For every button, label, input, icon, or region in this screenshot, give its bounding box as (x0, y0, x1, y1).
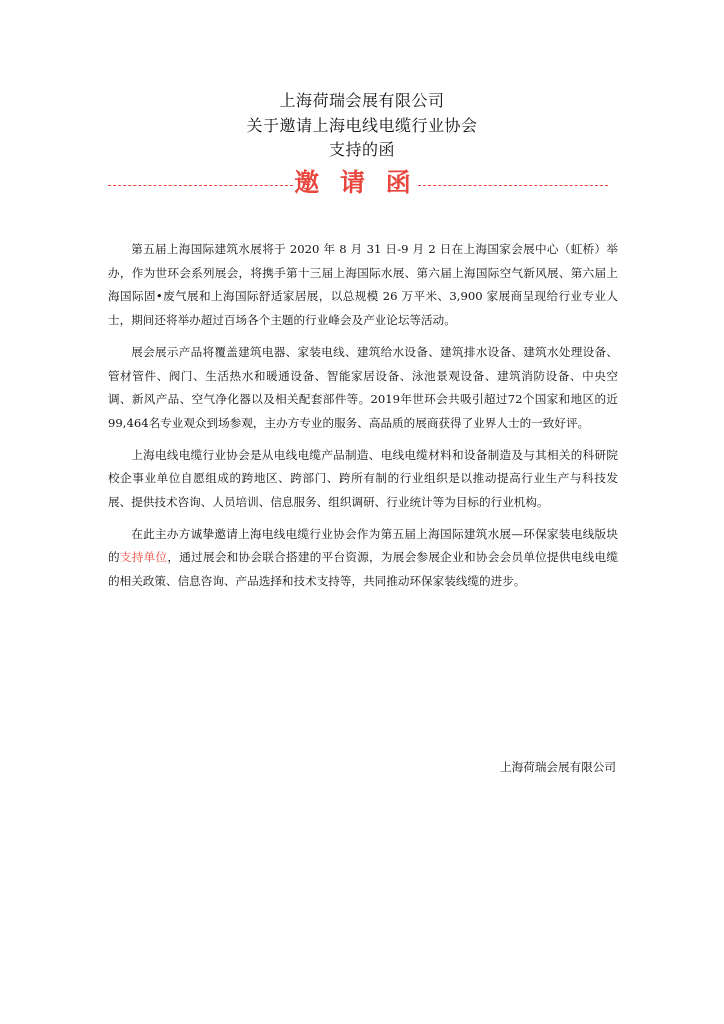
dashed-rule-right (418, 185, 608, 186)
support-unit-highlight: 支持单位 (119, 550, 168, 565)
letter-subject: 关于邀请上海电线电缆行业协会 (246, 116, 478, 135)
invitation-divider (108, 166, 608, 200)
letter-subject-line2: 支持的函 (328, 140, 395, 159)
paragraph-association-intro: 上海电线电缆行业协会是从电线电缆产品制造、电线电缆材料和设备制造及与其相关的科研院校企事业单位自愿组成的跨地区、跨部门、跨所有制的行业组织是以推动提高行业生产与科技发展、提供技术咨询、人员培训、信息服务、组织调研、行业统计等为目标的行业机构。 (108, 447, 618, 510)
invitation-heading: 邀 请 函 (294, 168, 417, 197)
company-title: 上海荷瑞会展有限公司 (279, 91, 445, 110)
signature: 上海荷瑞会展有限公司 (500, 760, 616, 774)
invitation-text-before: 在此主办方诚挚邀请上海电线电缆行业协会作为第五届上海国际建筑水展—环保家装电线版块的 (108, 526, 618, 565)
paragraph-exhibition-intro: 第五届上海国际建筑水展将于 2020 年 8 月 31 日-9 月 2 日在上海国家会展中心（虹桥）举办，作为世环会系列展会，将携手第十三届上海国际水展、第六届上海国际空气新风展、第六届上海国际固•废气展和上海国际舒适家居展，以总规模 26 万平米、3,900 家展商呈现给行业专业人士，期间还将举办超过百场各个主题的行业峰会及产业论坛等活动。 (108, 242, 618, 328)
letter-body (108, 238, 618, 602)
paragraph-exhibition-products: 展会展示产品将覆盖建筑电器、家装电线、建筑给水设备、建筑排水设备、建筑水处理设备、管材管件、阀门、生活热水和暖通设备、智能家居设备、泳池景观设备、建筑消防设备、中央空调、新风产品、空气净化器以及相关配套部件等。2019年世环会共吸引超过72个国家和地区的近99,464名专业观众到场参观，主办方专业的服务、高品质的展商获得了业界人士的一致好评。 (108, 344, 618, 430)
paragraph-invitation (108, 523, 618, 594)
invitation-text-after: ，通过展会和协会联合搭建的平台资源，为展会参展企业和协会会员单位提供电线电缆的相关政策、信息咨询、产品选择和技术支持等，共同推动环保家装线缆的进步。 (108, 550, 618, 589)
dashed-rule-left (108, 185, 293, 186)
